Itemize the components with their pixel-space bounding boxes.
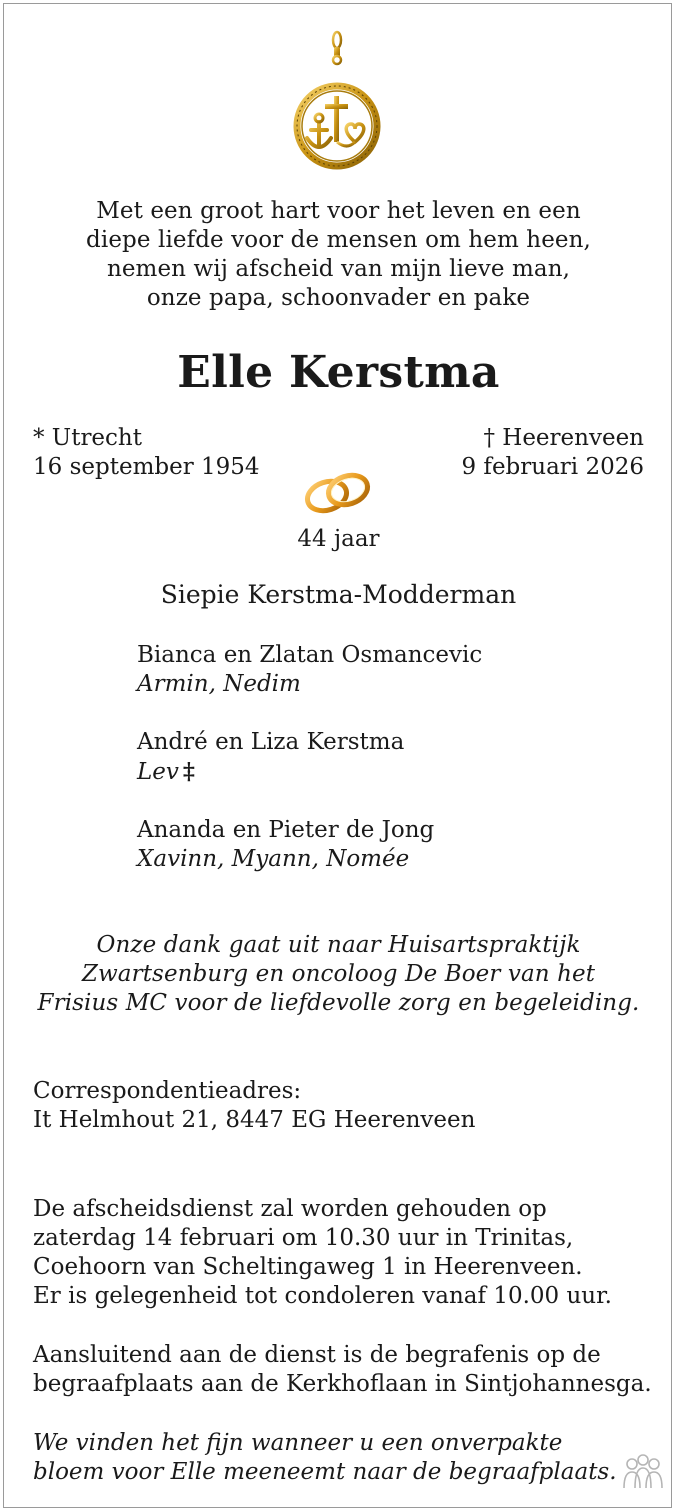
intro-text — [0, 197, 677, 313]
family-children: Xavinn, Myann, Nomée — [137, 846, 410, 872]
faith-hope-love-pendant-icon — [289, 30, 385, 172]
intro-line-1: Met een groot hart voor het leven en een — [96, 198, 581, 224]
death-date: 9 februari 2026 — [461, 454, 644, 480]
flowers-line-1: We vinden het fijn wanneer u een onverpakte — [33, 1430, 563, 1456]
burial-line-1: Aansluitend aan de dienst is de begrafenis op de — [33, 1342, 601, 1368]
death-info — [461, 424, 644, 482]
family-children: Armin, Nedim — [137, 671, 301, 697]
deceased-child-mark: ‡ — [182, 758, 195, 785]
correspondence-label: Correspondentieadres: — [33, 1078, 302, 1104]
family-children: Lev — [137, 759, 179, 785]
birth-date: 16 september 1954 — [33, 454, 260, 480]
family-names: André en Liza Kerstma — [137, 729, 405, 755]
people-group-icon — [620, 1452, 666, 1492]
deceased-name: Elle Kerstma — [177, 347, 500, 398]
correspondence-block — [33, 1077, 475, 1135]
family-names: Ananda en Pieter de Jong — [137, 817, 435, 843]
thanks-line-1: Onze dank gaat uit naar Huisartspraktijk — [96, 932, 581, 958]
flowers-block — [33, 1429, 617, 1487]
death-place: † Heerenveen — [483, 425, 644, 451]
correspondence-address: It Helmhout 21, 8447 EG Heerenveen — [33, 1107, 476, 1133]
service-line-4: Er is gelegenheid tot condoleren vanaf 10.00 uur. — [33, 1283, 612, 1309]
thanks-line-2: Zwartsenburg en oncoloog De Boer van het — [81, 961, 596, 987]
service-block — [33, 1195, 612, 1311]
service-line-2: zaterdag 14 februari om 10.30 uur in Trinitas, — [33, 1225, 574, 1251]
intro-line-3: nemen wij afscheid van mijn lieve man, — [106, 256, 571, 282]
flowers-line-2: bloem voor Elle meeneemt naar de begraafplaats. — [33, 1459, 617, 1485]
family-names: Bianca en Zlatan Osmancevic — [137, 642, 483, 668]
family-entry — [137, 728, 404, 787]
service-line-3: Coehoorn van Scheltingaweg 1 in Heerenveen. — [33, 1254, 583, 1280]
marriage-years: 44 jaar — [297, 526, 380, 552]
family-entry — [137, 816, 434, 874]
thanks-text — [0, 931, 677, 1018]
wedding-rings-icon — [302, 468, 374, 518]
birth-place: * Utrecht — [33, 425, 142, 451]
intro-line-2: diepe liefde voor de mensen om hem heen, — [86, 227, 591, 253]
burial-line-2: begraafplaats aan de Kerkhoflaan in Sintjohannesga. — [33, 1371, 652, 1397]
spouse-name: Siepie Kerstma-Modderman — [160, 580, 517, 609]
family-entry — [137, 641, 482, 699]
thanks-line-3: Frisius MC voor de liefdevolle zorg en begeleiding. — [37, 990, 640, 1016]
intro-line-4: onze papa, schoonvader en pake — [146, 285, 531, 311]
burial-block — [33, 1341, 652, 1399]
birth-info — [33, 424, 260, 482]
service-line-1: De afscheidsdienst zal worden gehouden op — [33, 1196, 547, 1222]
